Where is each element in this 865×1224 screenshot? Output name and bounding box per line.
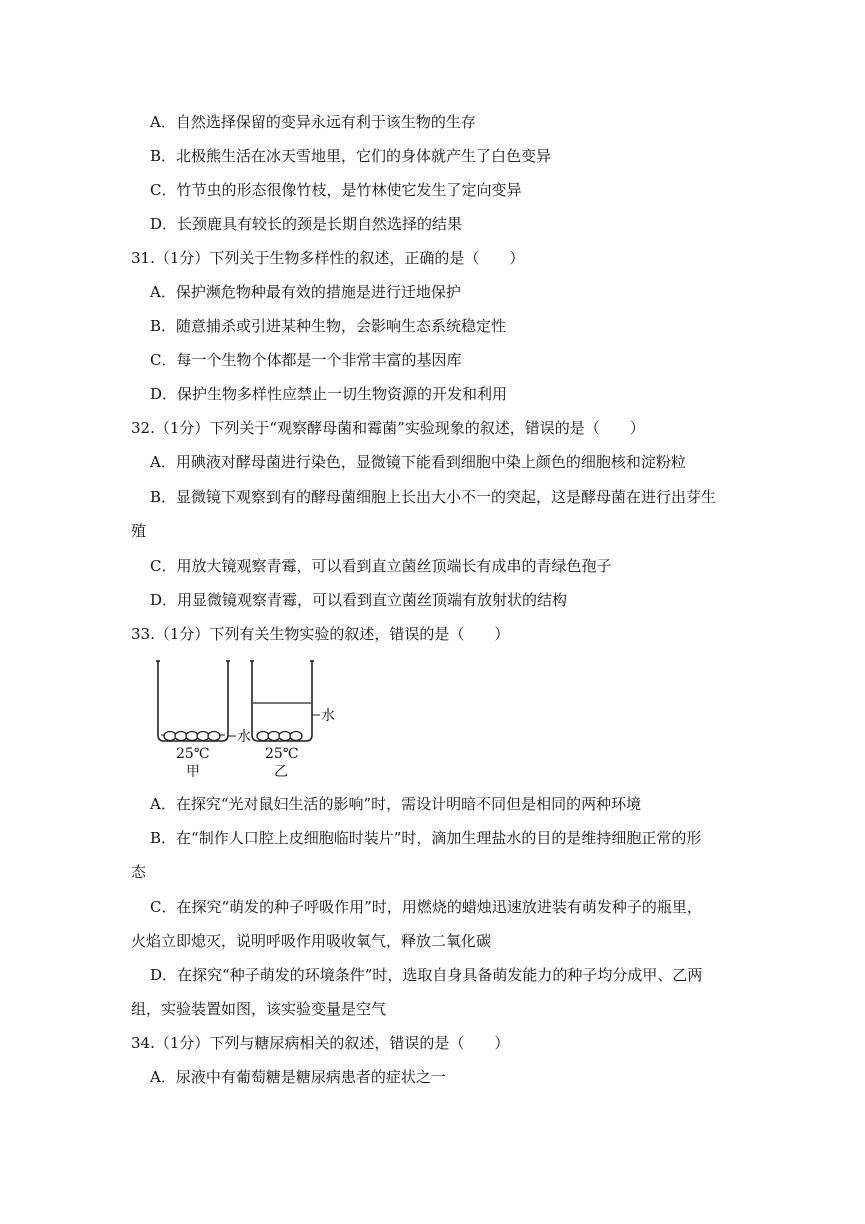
q32-option-a: A．用碘液对酵母菌进行染色，显微镜下能看到细胞中染上颜色的细胞核和淀粉粒	[150, 453, 686, 471]
q33-option-b-line2: 态	[131, 863, 147, 881]
label-name-yi: 乙	[274, 764, 288, 780]
seeds-jia	[164, 732, 220, 741]
seed-germination-figure	[150, 655, 380, 783]
q33-option-b-line1: B．在“制作人口腔上皮细胞临时装片”时，滴加生理盐水的目的是维持细胞正常的形	[150, 829, 702, 847]
seeds-yi	[257, 732, 302, 741]
label-water-jia: 水	[237, 729, 251, 745]
q31-option-b: B．随意捕杀或引进某种生物，会影响生态系统稳定性	[150, 317, 507, 335]
q31-stem: 31.（1分）下列关于生物多样性的叙述，正确的是（ ）	[131, 249, 525, 267]
q32-stem: 32.（1分）下列关于“观察酵母菌和霉菌”实验现象的叙述，错误的是（ ）	[131, 419, 645, 437]
q33-option-c-line2: 火焰立即熄灭，说明呼吸作用吸收氧气，释放二氧化碳	[131, 932, 492, 950]
q31-option-c: C．每一个生物个体都是一个非常丰富的基因库	[150, 351, 462, 369]
q34-stem: 34.（1分）下列与糖尿病相关的叙述，错误的是（ ）	[131, 1034, 510, 1052]
q33-option-d-line1: D．在探究“种子萌发的环境条件”时，选取自身具备萌发能力的种子均分成甲、乙两	[150, 966, 703, 984]
q32-option-b-line2: 殖	[131, 522, 147, 540]
q31-option-d: D．保护生物多样性应禁止一切生物资源的开发和利用	[150, 385, 508, 403]
q33-option-a: A．在探究“光对鼠妇生活的影响”时，需设计明暗不同但是相同的两种环境	[150, 795, 642, 813]
beaker-yi	[250, 661, 335, 780]
q33-option-d-line2: 组，实验装置如图，该实验变量是空气	[131, 1000, 387, 1018]
q31-option-a: A．保护濒危物种最有效的措施是进行迁地保护	[150, 283, 461, 301]
label-temp-yi: 25℃	[265, 746, 299, 762]
beaker-jia	[156, 661, 251, 780]
q30-option-a: A．自然选择保留的变异永远有利于该生物的生存	[150, 113, 476, 131]
q34-option-a: A．尿液中有葡萄糖是糖尿病患者的症状之一	[150, 1068, 446, 1086]
label-name-jia: 甲	[186, 764, 200, 780]
label-temp-jia: 25℃	[176, 746, 210, 762]
q30-option-c: C．竹节虫的形态很像竹枝，是竹林使它发生了定向变异	[150, 181, 522, 199]
q32-option-b-line1: B．显微镜下观察到有的酵母菌细胞上长出大小不一的突起，这是酵母菌在进行出芽生	[150, 488, 717, 506]
label-water-yi: 水	[321, 708, 335, 724]
q32-option-c: C．用放大镜观察青霉，可以看到直立菌丝顶端长有成串的青绿色孢子	[150, 557, 612, 575]
q32-option-d: D．用显微镜观察青霉，可以看到直立菌丝顶端有放射状的结构	[150, 591, 568, 609]
q33-option-c-line1: C．在探究“萌发的种子呼吸作用”时，用燃烧的蜡烛迅速放进装有萌发种子的瓶里，	[150, 898, 702, 916]
q30-option-d: D．长颈鹿具有较长的颈是长期自然选择的结果	[150, 215, 463, 233]
q30-option-b: B．北极熊生活在冰天雪地里，它们的身体就产生了白色变异	[150, 147, 552, 165]
q33-stem: 33.（1分）下列有关生物实验的叙述，错误的是（ ）	[131, 625, 510, 643]
